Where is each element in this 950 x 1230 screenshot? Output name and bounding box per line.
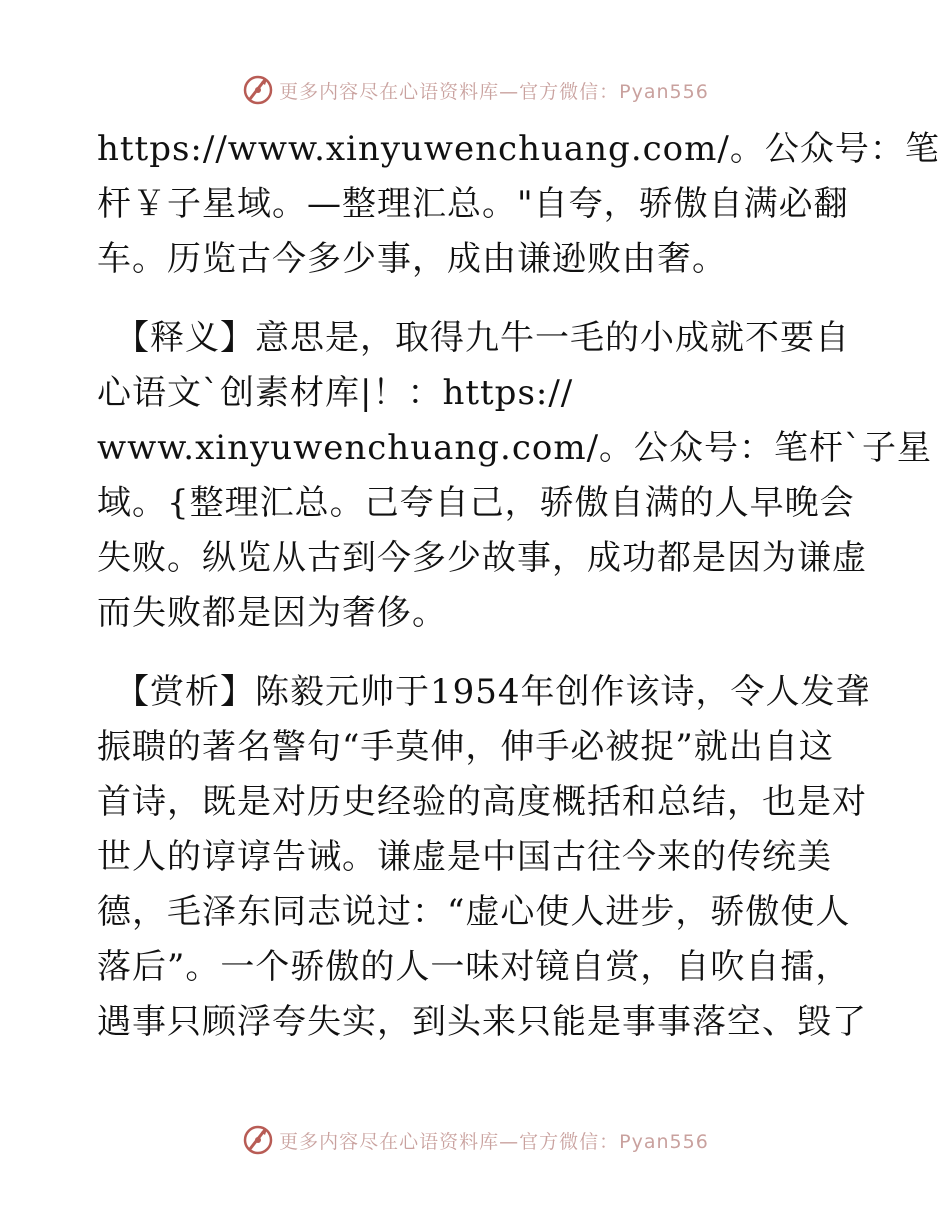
text-line: 而失败都是因为奢侈。 [97,593,447,633]
text-line: 世人的谆谆告诫。谦虚是中国古往今来的传统美 [97,837,832,877]
document-body [97,122,940,1050]
text-line: https://www.xinyuwenchuang.com/。公众号：笔 [97,129,940,169]
text-line: 振聩的著名警句“手莫伸，伸手必被捉”就出自这 [97,727,834,767]
paragraph-1 [97,122,940,287]
text-line: 心语文`创素材库|！：https:// [97,373,574,413]
paragraph-gap [97,287,857,311]
text-line: 域。{整理汇总。己夸自己，骄傲自满的人早晚会 [97,483,855,523]
footer-banner [0,1118,950,1162]
text-line: 【释义】意思是，取得九牛一毛的小成就不要自 [115,318,850,358]
text-line: www.xinyuwenchuang.com/。公众号：笔杆`子星 [97,428,933,468]
text-line: 遇事只顾浮夸失实，到头来只能是事事落空、毁了 [97,1002,867,1042]
text-line: 落后”。一个骄傲的人一味对镜自赏，自吹自擂， [97,947,851,987]
footer-banner-inner [241,1123,709,1157]
paragraph-gap [97,641,857,665]
header-banner-text: 更多内容尽在心语资料库—官方微信：Pyan556 [279,80,709,103]
paragraph-2 [97,311,933,641]
paragraph-3 [97,665,871,1050]
footer-banner-text: 更多内容尽在心语资料库—官方微信：Pyan556 [279,1130,709,1153]
text-line: 杆￥子星域。—整理汇总。"自夸，骄傲自满必翻 [97,184,849,224]
compass-pen-logo-icon [241,73,275,107]
text-line: 德，毛泽东同志说过：“虚心使人进步，骄傲使人 [97,892,851,932]
compass-pen-logo-icon [241,1123,275,1157]
text-line: 失败。纵览从古到今多少故事，成功都是因为谦虚 [97,538,867,578]
header-banner-inner [241,73,709,107]
text-line: 【赏析】陈毅元帅于1954年创作该诗，令人发聋 [115,672,871,712]
text-line: 首诗，既是对历史经验的高度概括和总结，也是对 [97,782,867,822]
text-line: 车。历览古今多少事，成由谦逊败由奢。 [97,239,727,279]
header-banner [0,68,950,112]
